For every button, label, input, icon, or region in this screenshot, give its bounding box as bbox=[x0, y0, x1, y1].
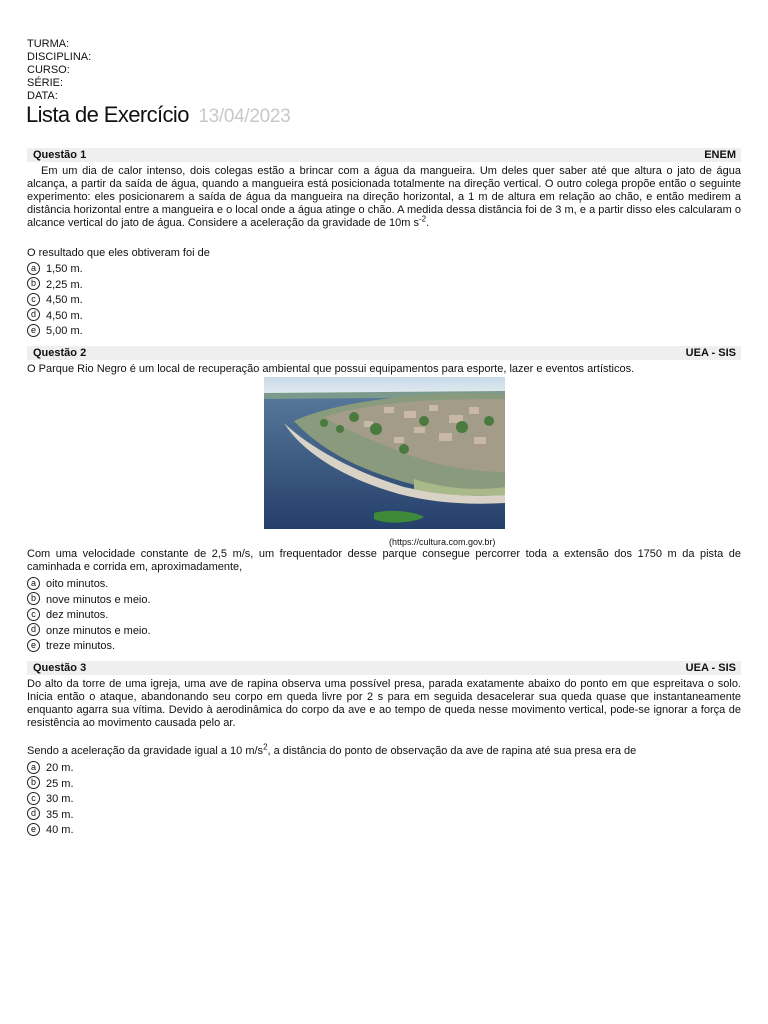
question-number: Questão 3 bbox=[33, 662, 87, 674]
page-title bbox=[26, 102, 290, 128]
option-c[interactable] bbox=[27, 293, 83, 309]
question-1-statement: Em um dia de calor intenso, dois colegas estão a brincar com a água da mangueira. Um deles quer saber até que altura o jato de água alcança, a partir da saída de água, quando a mangueira está posicionada totalmente na direção vertical. O outro colega propõe então o seguinte experimento: eles posicionarem a saída de água da mangueira na direção horizontal, a 1 m de altura em relação ao chão, e então medirem a distância horizontal entre a mangueira e o local onde a água atinge o chão. A medida dessa distância foi de 3 m, e a partir disso eles calcularam o alcance vertical do jato de água. Considere a aceleração da gravidade de 10m s bbox=[27, 165, 741, 229]
option-letter: b bbox=[27, 592, 40, 605]
option-letter: a bbox=[27, 577, 40, 590]
option-a[interactable] bbox=[27, 577, 151, 593]
option-text: 20 m. bbox=[46, 762, 74, 774]
option-c[interactable] bbox=[27, 608, 151, 624]
exponent: 2 bbox=[263, 742, 268, 752]
prompt-part-a: Sendo a aceleração da gravidade igual a 10 m/s bbox=[27, 745, 264, 757]
title-date: 13/04/2023 bbox=[198, 106, 291, 127]
option-letter: a bbox=[27, 761, 40, 774]
option-letter: a bbox=[27, 262, 40, 275]
question-3-text: Do alto da torre de uma igreja, uma ave de rapina observa uma possível presa, parada exatamente abaixo do ponto em que espreitava o solo. Inicia então o ataque, abandonando seu corpo em queda livre por 2 s para em seguida desacelerar sua queda quase que instantaneamente enquanto agarra sua vítima. Devido à aerodinâmica do corpo da ave e ao tempo de queda nesse movimento vertical, pode-se ignorar a força de resistência ao movimento causada pelo ar. bbox=[27, 678, 741, 729]
question-2-options bbox=[27, 577, 151, 655]
question-3-prompt bbox=[27, 742, 741, 758]
option-letter: c bbox=[27, 293, 40, 306]
option-letter: e bbox=[27, 639, 40, 652]
data-label: DATA: bbox=[27, 90, 58, 102]
question-2-header bbox=[27, 346, 741, 360]
option-letter: d bbox=[27, 308, 40, 321]
question-3-header bbox=[27, 661, 741, 675]
statement-end: . bbox=[426, 217, 430, 229]
question-number: Questão 1 bbox=[33, 149, 87, 161]
question-source: UEA - SIS bbox=[685, 662, 736, 674]
option-letter: b bbox=[27, 277, 40, 290]
option-text: 4,50 m. bbox=[46, 294, 83, 306]
question-source: ENEM bbox=[704, 149, 736, 161]
option-a[interactable] bbox=[27, 761, 74, 777]
question-1-options bbox=[27, 262, 83, 340]
image-caption: (https://cultura.com.gov.br) bbox=[389, 537, 496, 547]
option-text: treze minutos. bbox=[46, 640, 116, 652]
option-e[interactable] bbox=[27, 823, 74, 839]
disciplina-label: DISCIPLINA: bbox=[27, 51, 92, 63]
option-c[interactable] bbox=[27, 792, 74, 808]
option-d[interactable] bbox=[27, 808, 74, 824]
question-3-options bbox=[27, 761, 74, 839]
option-text: 4,50 m. bbox=[46, 309, 83, 322]
prompt-part-b: , a distância do ponto de observação da ave de rapina até sua presa era de bbox=[267, 745, 637, 757]
option-text: 2,25 m. bbox=[46, 278, 83, 291]
park-photo bbox=[264, 377, 505, 529]
option-letter: e bbox=[27, 324, 40, 337]
option-letter: d bbox=[27, 623, 40, 636]
turma-label: TURMA: bbox=[27, 38, 70, 50]
option-d[interactable] bbox=[27, 624, 151, 640]
option-text: 25 m. bbox=[46, 777, 74, 790]
option-text: 5,00 m. bbox=[46, 325, 83, 337]
option-letter: e bbox=[27, 823, 40, 836]
option-e[interactable] bbox=[27, 639, 151, 655]
student-header bbox=[27, 38, 91, 103]
option-text: 1,50 m. bbox=[46, 263, 83, 275]
question-number: Questão 2 bbox=[33, 347, 87, 359]
option-letter: d bbox=[27, 807, 40, 820]
curso-label: CURSO: bbox=[27, 64, 70, 76]
option-text: 35 m. bbox=[46, 808, 74, 821]
title-text: Lista de Exercício bbox=[26, 102, 189, 127]
option-b[interactable] bbox=[27, 278, 83, 294]
option-e[interactable] bbox=[27, 324, 83, 340]
question-source: UEA - SIS bbox=[685, 347, 736, 359]
question-1-text bbox=[27, 165, 741, 230]
serie-label: SÉRIE: bbox=[27, 77, 64, 89]
option-text: dez minutos. bbox=[46, 609, 109, 621]
question-2-intro: O Parque Rio Negro é um local de recuperação ambiental que possui equipamentos para esporte, lazer e eventos artísticos. bbox=[27, 363, 635, 375]
option-a[interactable] bbox=[27, 262, 83, 278]
question-1-header bbox=[27, 148, 741, 162]
option-b[interactable] bbox=[27, 777, 74, 793]
question-2-prompt: Com uma velocidade constante de 2,5 m/s, um frequentador desse parque consegue percorrer toda a extensão dos 1750 m da pista de caminhada e corrida em, aproximadamente, bbox=[27, 548, 741, 573]
option-text: oito minutos. bbox=[46, 578, 109, 590]
option-text: 30 m. bbox=[46, 793, 74, 805]
option-text: nove minutos e meio. bbox=[46, 593, 151, 606]
option-text: onze minutos e meio. bbox=[46, 624, 151, 637]
option-letter: c bbox=[27, 608, 40, 621]
option-b[interactable] bbox=[27, 593, 151, 609]
option-letter: c bbox=[27, 792, 40, 805]
option-d[interactable] bbox=[27, 309, 83, 325]
option-letter: b bbox=[27, 776, 40, 789]
question-1-prompt: O resultado que eles obtiveram foi de bbox=[27, 247, 210, 259]
park-aerial-image bbox=[264, 377, 505, 529]
option-text: 40 m. bbox=[46, 824, 74, 836]
exponent: -2 bbox=[418, 214, 427, 224]
